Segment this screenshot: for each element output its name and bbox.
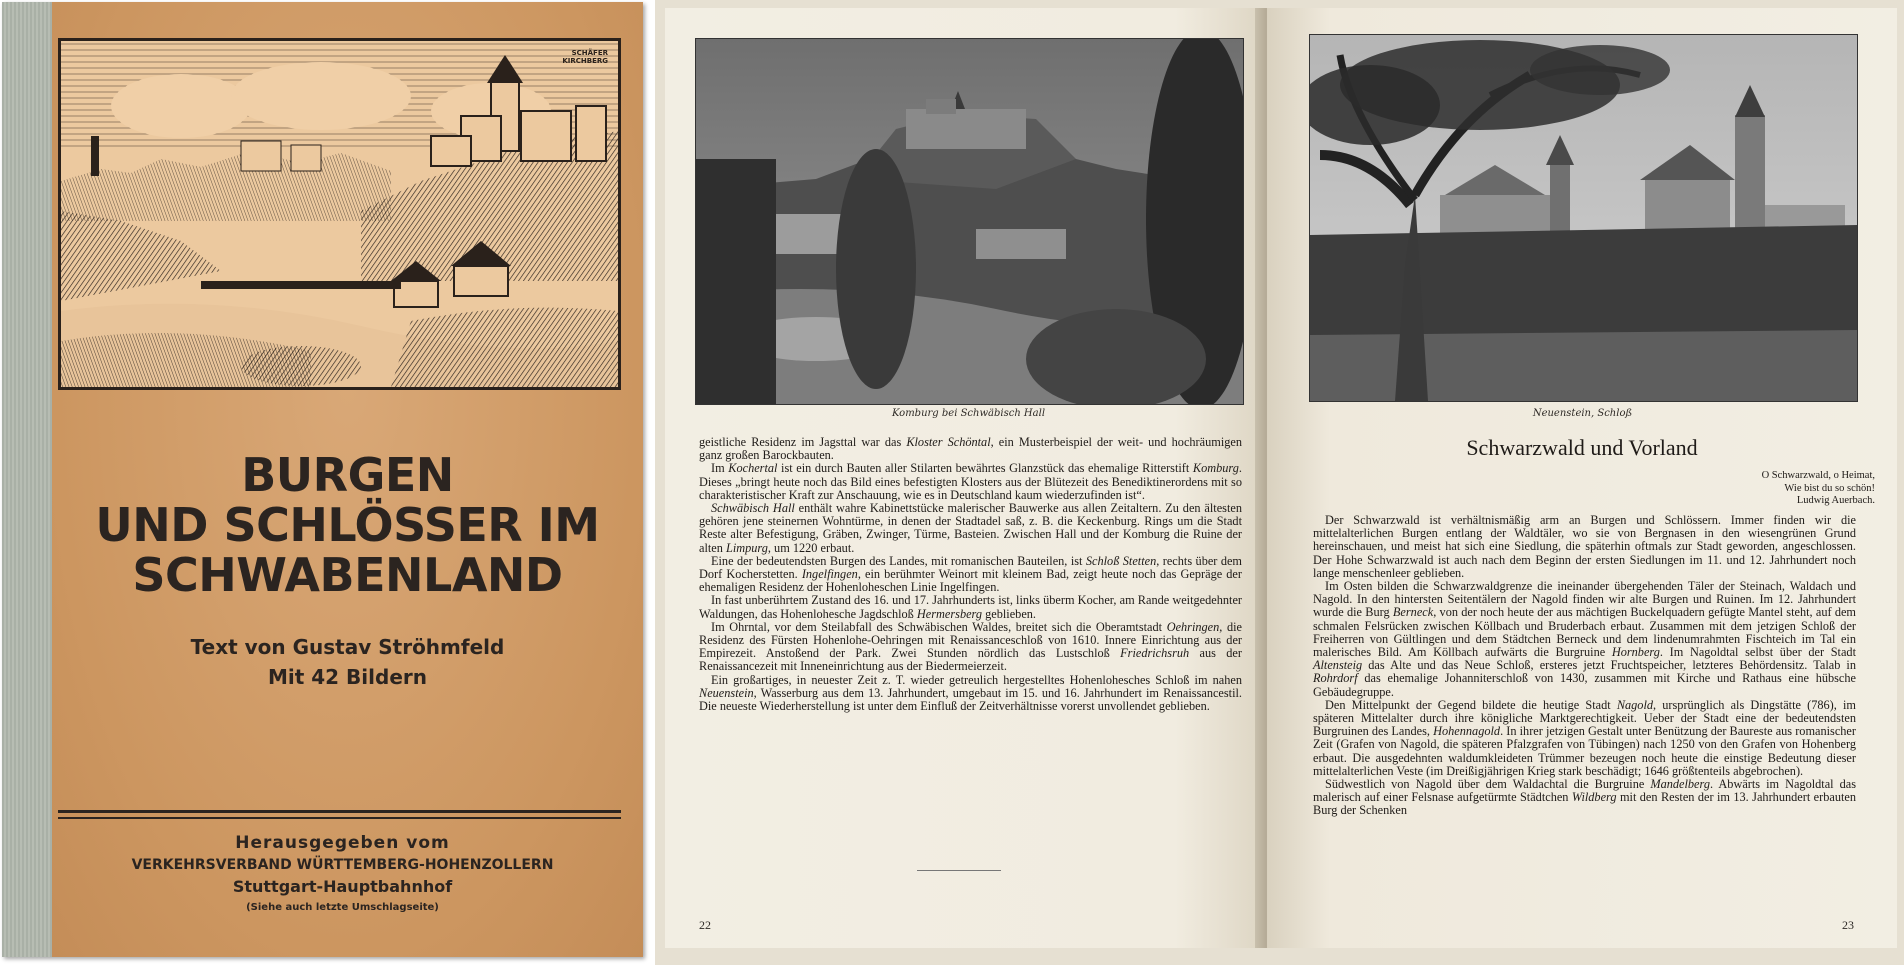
cover-title-line: SCHWABENLAND <box>132 548 563 602</box>
cloth-spine <box>2 2 52 957</box>
paragraph: Eine der bedeutendsten Burgen des Landes, mit romanischen Bauteilen, ist Schloß Stetten, rechts über dem Dorf Kocherstetten. Ingelfingen, ein berühmter Weinort mit kleinem Bad, zeigt heute noch das Gepräge der ehemaligen Residenz der Hohenloheschen Linie Ingelfingen. <box>699 553 1242 595</box>
paragraph: Der Schwarzwald ist verhältnismäßig arm an Burgen und Schlössern. Immer finden wir die mittelalterlichen Burgen entlang der Waldtäler, wo sie von Bergnasen in den wiesengrünen Grund hereinschauen, und meist hat sich eine Siedlung, die späterhin oftmals zur Stadt geworden, angeschlossen. Der Hohe Schwarzwald ist auch nach dem Beginn der ersten Siedlungen im 11. und 12. Jahrhundert noch lange menschenleer geblieben. <box>1313 513 1856 580</box>
motto-line: Wie bist du so schön! <box>1784 482 1875 494</box>
section-end-rule <box>917 870 1001 871</box>
motto-author: Ludwig Auerbach. <box>1796 495 1875 506</box>
cover-rule-top <box>58 810 621 813</box>
artist-signature: SCHÄFER KIRCHBERG <box>562 49 608 65</box>
cover-subtitle <box>52 632 643 692</box>
photo-komburg <box>695 38 1244 405</box>
photo-neuenstein <box>1309 34 1858 402</box>
page-number: 23 <box>1842 918 1854 932</box>
cover-title <box>52 450 643 600</box>
woodcut-castle-landscape <box>61 41 618 387</box>
page-23 <box>1267 8 1897 948</box>
paragraph: Im Osten bilden die Schwarzwaldgrenze die ineinander übergehenden Täler der Steinach, Waldach und Nagold. In den hintersten Seitentälern der Nagold finden wir alte Burgen und Ruinen. Im 12. Jahrhundert wurde die Burg Berneck, von der noch heute der aus mächtigen Buckelquadern gefügte Mantel steht, auf dem schmalen Felsrücken zwischen Köllbach und Bruderbach erbaut. Zusammen mit dem jetzigen Schloß der Freiherren von Gültlingen und dem Städtchen Berneck und dem lindenumrahmten Fischteich im Tal ein malerisches Bild. Am Köllbach aufwärts die Burgruine Hornberg. Im Nagoldtal selbst über der Stadt Altensteig das Alte und das Neue Schloß, ersteres jetzt Fruchtspeicher, letzteres Behördensitz. Talab in Rohrdorf das ehemalige Johanniterschloß von 1430, zusammen mit Kirche und Rathaus eine hübsche Gebäudegruppe. <box>1313 579 1856 699</box>
paragraph: geistliche Residenz im Jagsttal war das Kloster Schöntal, ein Musterbeispiel der weit- und hochräumigen ganz großen Barockbauten. <box>699 435 1242 463</box>
publisher-note: (Siehe auch letzte Umschlagseite) <box>246 902 439 913</box>
publisher-address: Stuttgart-Hauptbahnhof <box>232 877 453 896</box>
cover-title-line: UND SCHLÖSSER IM <box>95 498 600 552</box>
motto-quote <box>1762 470 1875 508</box>
cover-picture-count: Mit 42 Bildern <box>267 665 427 689</box>
section-title: Schwarzwald und Vorland <box>1466 435 1698 460</box>
photo-caption: Neuenstein, Schloß <box>1532 408 1633 419</box>
cover-board <box>52 2 643 957</box>
cover-rule-bottom <box>58 817 621 819</box>
publisher-name: VERKEHRSVERBAND WÜRTTEMBERG-HOHENZOLLERN <box>131 857 554 873</box>
cover-author: Text von Gustav Ströhmfeld <box>190 635 505 659</box>
paragraph: Ein großartiges, in neuester Zeit z. T. wieder getreulich hergestelltes Hohenlohesches Schloß im nahen Neuenstein, Wasserburg aus dem 13. Jahrhundert, umgebaut im 15. und 16. Jahrhundert im Renaissancestil. Die neueste Wiederherstellung ist unter dem Einfluß der Zeitverhältnisse vorerst unvollendet geblieben. <box>699 672 1242 714</box>
cover-title-line: BURGEN <box>241 448 454 502</box>
open-book-spread <box>655 0 1904 965</box>
cover-illustration <box>58 38 621 390</box>
page-23-text <box>1313 514 1856 818</box>
paragraph: In fast unberührtem Zustand des 16. und 17. Jahrhunderts ist, links überm Kocher, am Rande weitgedehnter Waldungen, das Hohenlohesche Jagdschloß Hermersberg geblieben. <box>699 593 1242 621</box>
photo-caption: Komburg bei Schwäbisch Hall <box>891 408 1046 419</box>
page-number: 22 <box>699 918 711 932</box>
paragraph: Südwestlich von Nagold über dem Waldachtal die Burgruine Mandelberg. Abwärts im Nagoldtal das malerisch auf einer Felsnase aufgetürmte Städtchen Wildberg mit den Resten der im 13. Jahrhundert erbauten Burg der Schenken <box>1313 777 1856 818</box>
motto-line: O Schwarzwald, o Heimat, <box>1761 470 1875 481</box>
page-22 <box>665 8 1265 948</box>
paragraph: Im Ohrntal, vor dem Steilabfall des Schwäbischen Waldes, breitet sich die Oberamtstadt Oehringen, die Residenz des Fürsten Hohenlohe-Oehringen mit Renaissanceschloß von 1610. Innere Einrichtung aus der Empirezeit. Anstoßend der Park. Zwei Stunden nördlich das Lustschloß Friedrichsruh aus der Renaissancezeit mit Inneneinrichtung aus der Biedermeierzeit. <box>699 619 1242 674</box>
cover-publisher <box>52 832 633 918</box>
publisher-line: Herausgegeben vom <box>235 833 450 853</box>
paragraph: Im Kochertal ist ein durch Bauten aller Stilarten bewährtes Glanzstück das ehemalige Ritterstift Komburg. Dieses „bringt heute noch das Bild eines befestigten Klosters aus der Blütezeit des Benediktinerordens mit so charakteristischer Kraft zur Anschauung, wie es in Deutschland kaum wiederzufinden ist“. <box>699 461 1242 502</box>
page-22-text <box>699 436 1242 713</box>
paragraph: Schwäbisch Hall enthält wahre Kabinettstücke malerischer Bauwerke aus allen Zeitaltern. Zu den ältesten gehören jene steinernen Wohntürme, in denen der Stadtadel saß, z. B. die Keckenburg. Rings um die Stadt Reste alter Befestigung, Gräben, Zwinger, Türme, Basteien. Zwischen Hall und der Komburg die Ruine der alten Limpurg, um 1220 erbaut. <box>699 501 1242 555</box>
paragraph: Den Mittelpunkt der Gegend bildete die heutige Stadt Nagold, ursprünglich als Dingstätte (786), im späteren Mittelalter durch ihre königliche Marktgerechtigkeit. Ueber der Stadt eine der bedeutendsten Burgruinen des Landes, Hohennagold. In ihrer jetzigen Gestalt unter Benützung der Baureste aus romanischer Zeit (Grafen von Nagold, die späteren Pfalzgrafen von Tübingen) nach 1250 von den Grafen von Hohenberg erbaut. Die ausgedehnten waldumkleideten Trümmer bezeugen noch heute die einstige Bedeutung dieser mittelalterlichen Veste (im Dreißigjährigen Krieg stark beschädigt; 1646 größtenteils abgebrochen). <box>1313 697 1856 778</box>
book-cover <box>2 2 643 957</box>
